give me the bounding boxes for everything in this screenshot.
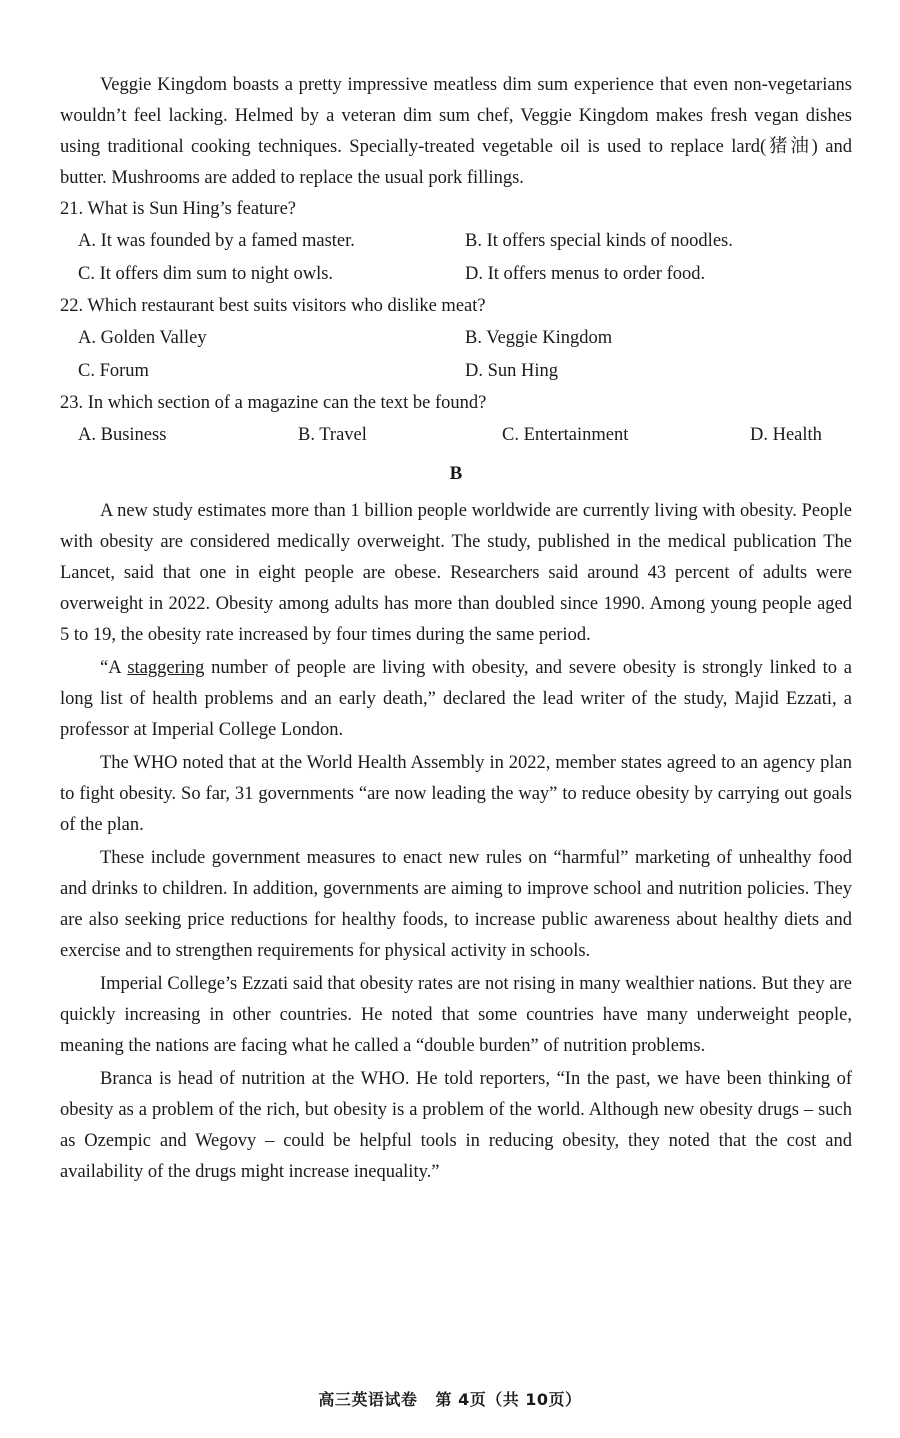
passage-b-paragraph-4: These include government measures to enact new rules on “harmful” marketing of unhealthy food and drinks to children. In addition, governments are aiming to improve school and nutrition policies. They are also seeking price reductions for healthy foods, to increase public awareness about healthy diets and exercise and to strengthen requirements for physical activity in schools. — [60, 848, 852, 961]
options-row — [60, 322, 852, 355]
question-21 — [60, 194, 852, 291]
option-c: C. Forum — [78, 361, 149, 381]
veggie-kingdom-paragraph: Veggie Kingdom boasts a pretty impressive meatless dim sum experience that even non-vegetarians wouldn’t feel lacking. Helmed by a veteran dim sum chef, Veggie Kingdom makes fresh vegan dishes using traditional cooking techniques. Specially-treated vegetable oil is used to replace lard(猪油) and butter. Mushrooms are added to replace the usual pork fillings. — [60, 75, 852, 188]
option-d: D. Sun Hing — [465, 361, 559, 381]
options-row — [60, 225, 852, 258]
page-number: 第 4页（共 10页） — [435, 1390, 582, 1409]
options-row — [60, 419, 852, 452]
question-stem: 22. Which restaurant best suits visitors who dislike meat? — [60, 296, 486, 316]
exam-title: 高三英语试卷 — [318, 1390, 418, 1409]
quote-open: “A — [100, 658, 128, 678]
question-22 — [60, 291, 852, 388]
option-c: C. It offers dim sum to night owls. — [78, 264, 334, 284]
option-d: D. Health — [750, 425, 822, 445]
passage-b-paragraph-2 — [60, 653, 852, 746]
passage-b-paragraph-3: The WHO noted that at the World Health Assembly in 2022, member states agreed to an agency plan to fight obesity. So far, 31 governments “are now leading the way” to reduce obesity by carrying out goals of the plan. — [60, 753, 852, 835]
question-stem: 23. In which section of a magazine can the text be found? — [60, 393, 487, 413]
options-row — [60, 258, 852, 291]
passage-b-paragraph-6: Branca is head of nutrition at the WHO. He told reporters, “In the past, we have been thinking of obesity as a problem of the rich, but obesity is a problem of the world. Although new obesity drugs – such as Ozempic and Wegovy – could be helpful tools in reducing obesity, they noted that the cost and availability of the drugs might increase inequality.” — [60, 1069, 852, 1182]
options-row — [60, 355, 852, 388]
section-b-heading: B — [449, 463, 463, 484]
option-a: A. Business — [78, 425, 167, 445]
page-footer — [0, 1387, 900, 1410]
option-b: B. It offers special kinds of noodles. — [465, 231, 733, 251]
option-a: A. Golden Valley — [78, 328, 207, 348]
option-c: C. Entertainment — [502, 425, 629, 445]
underlined-word: staggering — [127, 658, 205, 678]
option-a: A. It was founded by a famed master. — [78, 231, 355, 251]
question-23 — [60, 388, 852, 452]
option-b: B. Travel — [298, 425, 367, 445]
option-d: D. It offers menus to order food. — [465, 264, 706, 284]
paragraph-text: number of people are living with obesity, and severe obesity is strongly linked to a long list of health problems and an early death,” declared the lead writer of the study, Majid Ezzati, a professor at Imperial College London. — [60, 658, 852, 740]
option-b: B. Veggie Kingdom — [465, 328, 613, 348]
question-stem: 21. What is Sun Hing’s feature? — [60, 199, 297, 219]
passage-b-paragraph-1: A new study estimates more than 1 billion people worldwide are currently living with obesity. People with obesity are considered medically overweight. The study, published in the medical publication The Lancet, said that one in eight people are obese. Researchers said around 43 percent of adults were overweight in 2022. Obesity among adults has more than doubled since 1990. Among young people aged 5 to 19, the obesity rate increased by four times during the same period. — [60, 501, 852, 645]
exam-page — [60, 70, 852, 1188]
passage-b-paragraph-5: Imperial College’s Ezzati said that obesity rates are not rising in many wealthier nations. But they are quickly increasing in other countries. He noted that some countries have many underweight people, meaning the nations are facing what he called a “double burden” of nutrition problems. — [60, 974, 852, 1056]
